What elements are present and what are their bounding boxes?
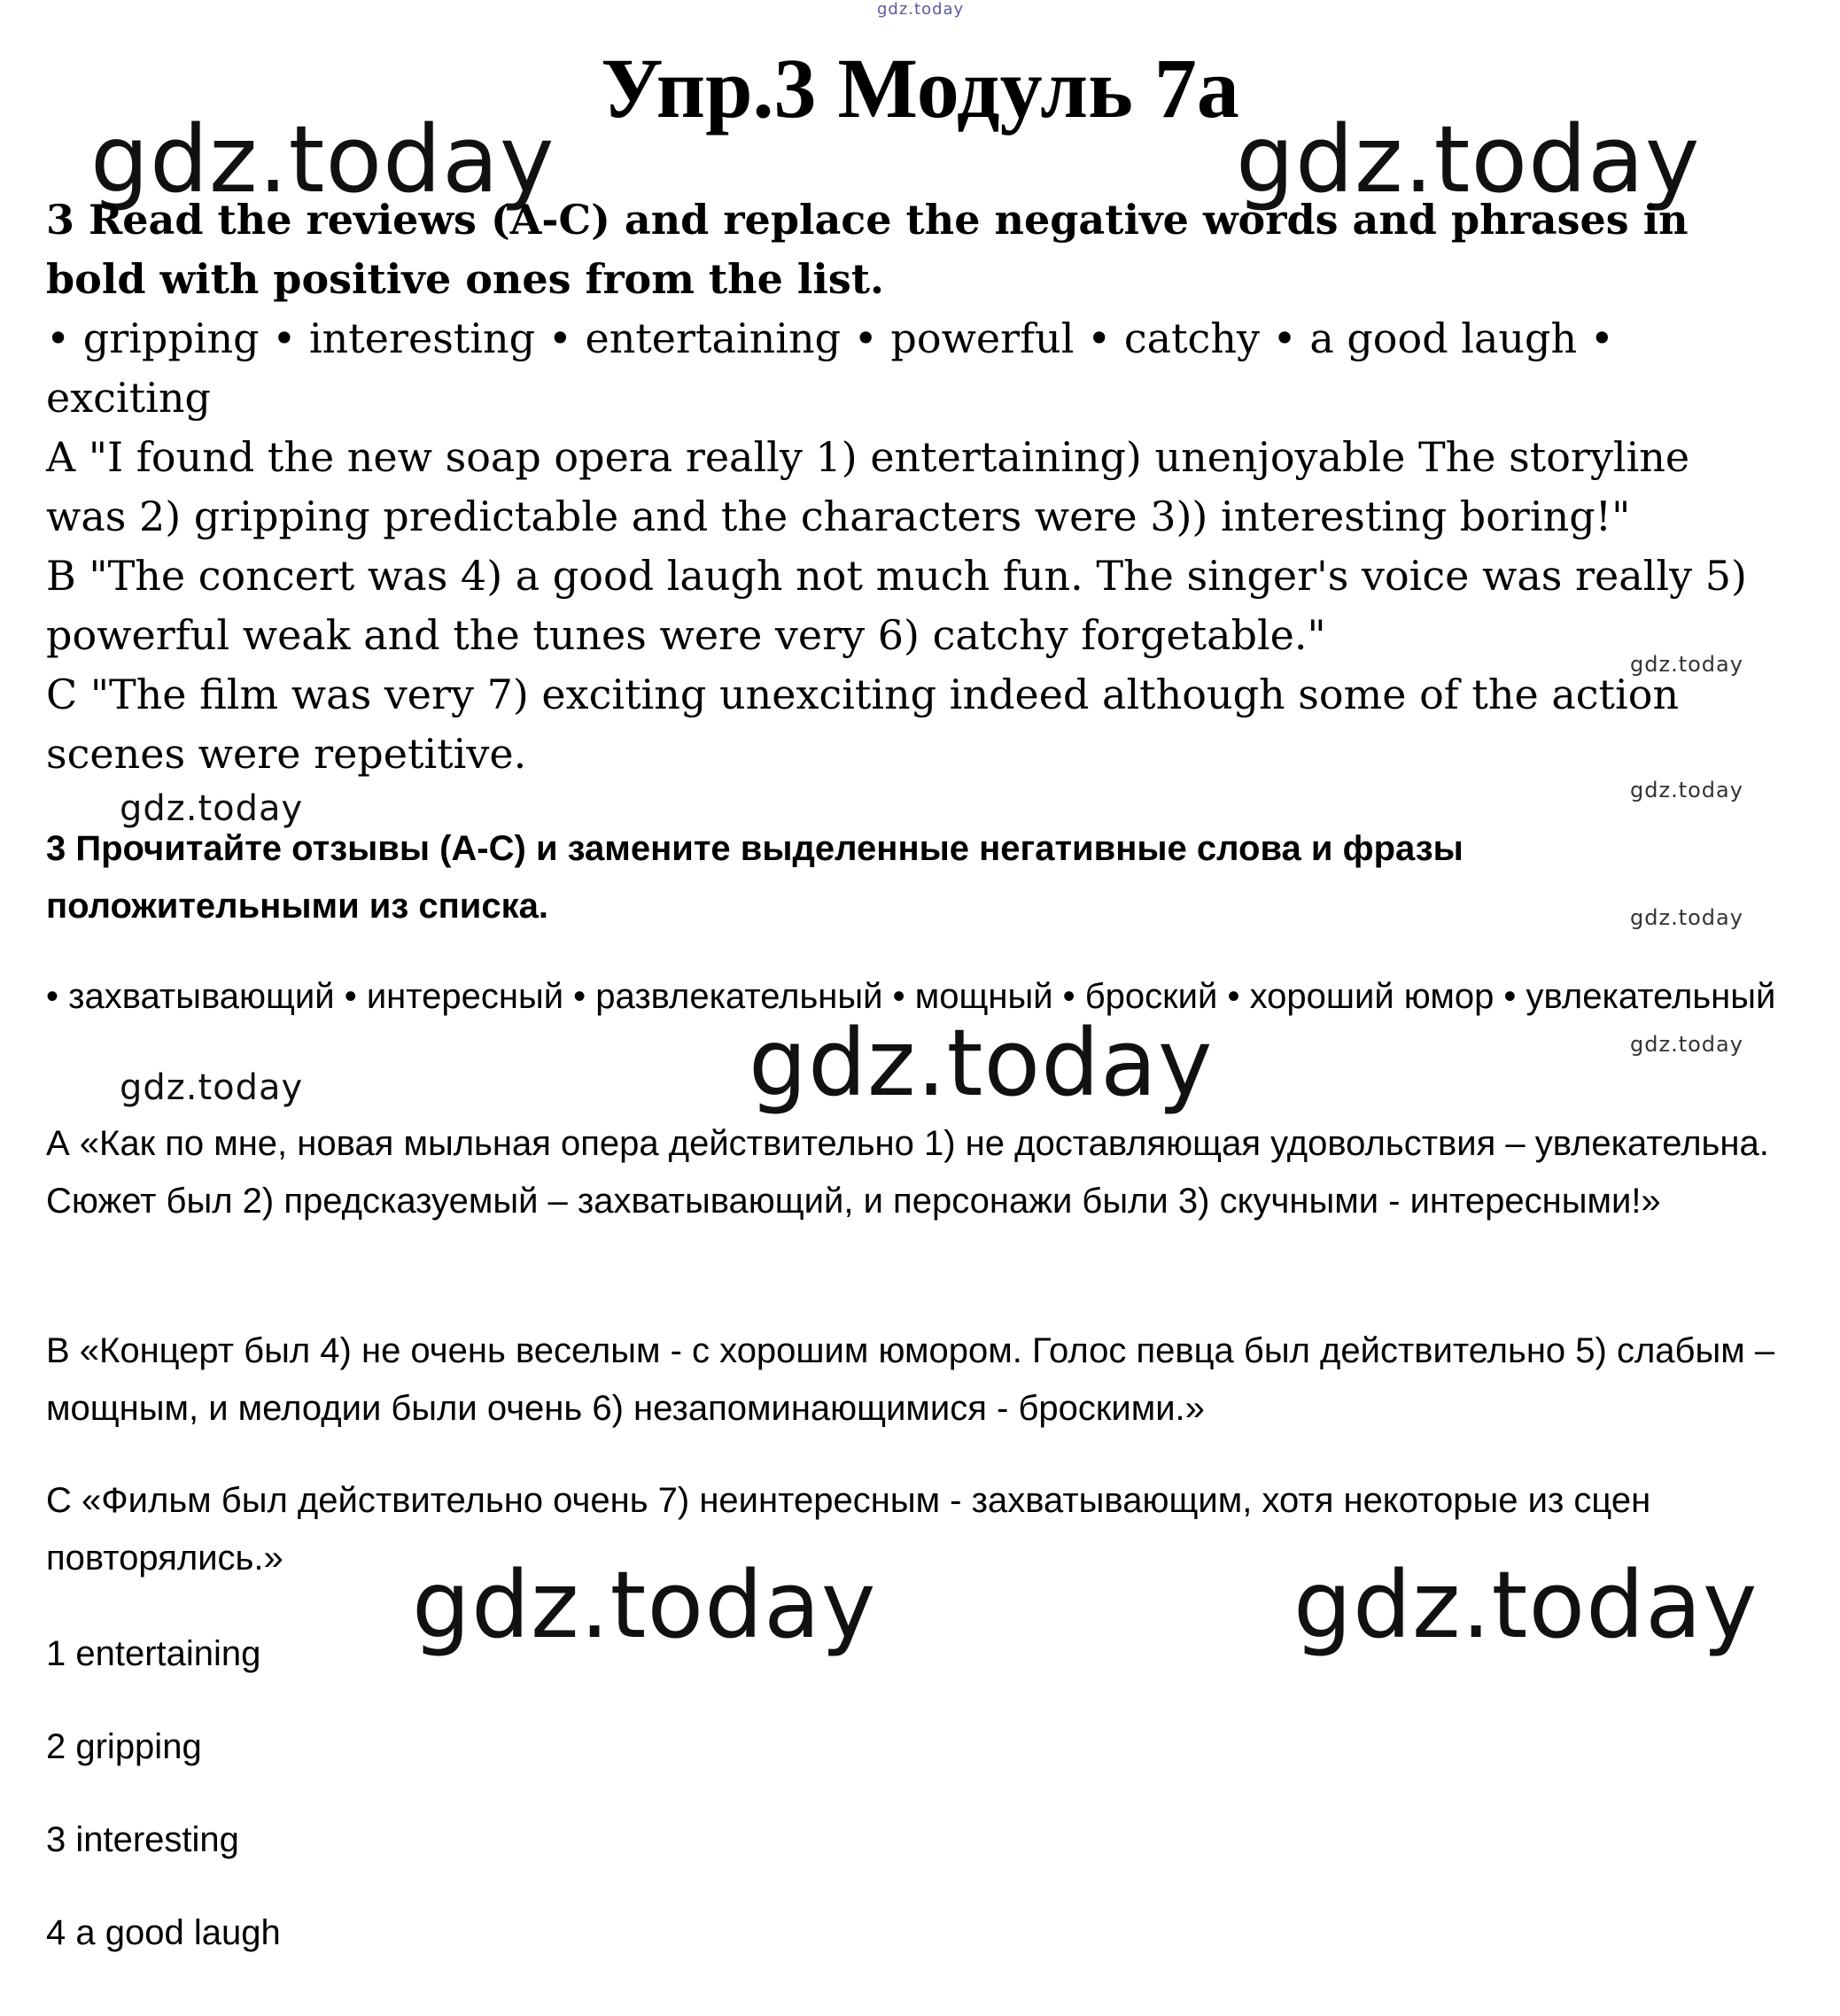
watermark-small-1: gdz.today [1630, 652, 1743, 677]
english-review-c: C "The film was very 7) exciting unexciting indeed although some of the action scenes were repetitive. [46, 671, 1680, 778]
russian-task: 3 Прочитайте отзывы (A-C) и замените выделенные негативные слова и фразы положительными из списка. [46, 829, 1463, 926]
watermark-mid-2: gdz.today [120, 1067, 304, 1108]
watermark-bottom-right: gdz.today [1293, 1551, 1758, 1659]
english-review-a: A "I found the new soap opera really 1) entertaining) unenjoyable The storyline was 2) gripping predictable and the characters were 3)) interesting boring!" [46, 433, 1690, 540]
watermark-small-2: gdz.today [1630, 778, 1743, 803]
russian-review-c: С «Фильм был действительно очень 7) неинтересным - захватывающим, хотя некоторые из сцен повторялись.» [46, 1481, 1651, 1578]
answer-1: 1 entertaining [46, 1634, 261, 1673]
watermark-bottom-left: gdz.today [412, 1551, 877, 1659]
english-task: 3 Read the reviews (A-C) and replace the negative words and phrases in bold with positive ones from the list. [46, 196, 1689, 303]
answer-2: 2 gripping [46, 1727, 202, 1766]
russian-review-c-block [46, 1472, 1782, 1587]
english-review-b: B "The concert was 4) a good laugh not much fun. The singer's voice was really 5) powerful weak and the tunes were very 6) catchy forgetable." [46, 552, 1747, 659]
watermark-center: gdz.today [749, 1009, 1214, 1117]
russian-task-block [46, 820, 1782, 935]
russian-word-list: • захватывающий • интересный • развлекательный • мощный • броский • хороший юмор • увлекательный [46, 977, 1776, 1016]
watermark-small-4: gdz.today [1630, 1032, 1743, 1057]
russian-review-a-block [46, 1115, 1782, 1230]
russian-word-list-block [46, 968, 1782, 1026]
watermark-right-1: gdz.today [1236, 105, 1701, 213]
answer-3: 3 interesting [46, 1820, 239, 1859]
answer-4: 4 a good laugh [46, 1913, 281, 1952]
russian-review-b: В «Концерт был 4) не очень веселым - с хорошим юмором. Голос певца был действительно 5) слабым – мощным, и мелодии были очень 6) незапоминающимися - броскими.» [46, 1331, 1775, 1428]
watermark-left-1: gdz.today [90, 105, 555, 213]
watermark-top: gdz.today [877, 0, 965, 19]
page-title: Упр.3 Модуль 7а [601, 41, 1239, 136]
english-word-list: • gripping • interesting • entertaining • powerful • catchy • a good laugh • exciting [46, 314, 1614, 422]
english-section [46, 190, 1782, 784]
watermark-mid-1: gdz.today [120, 788, 304, 829]
russian-review-a: А «Как по мне, новая мыльная опера действительно 1) не доставляющая удовольствия – увлекательна. Сюжет был 2) предсказуемый – захватывающий, и персонажи были 3) скучными - интересными!» [46, 1124, 1769, 1221]
watermark-small-3: gdz.today [1630, 905, 1743, 930]
russian-review-b-block [46, 1322, 1782, 1438]
